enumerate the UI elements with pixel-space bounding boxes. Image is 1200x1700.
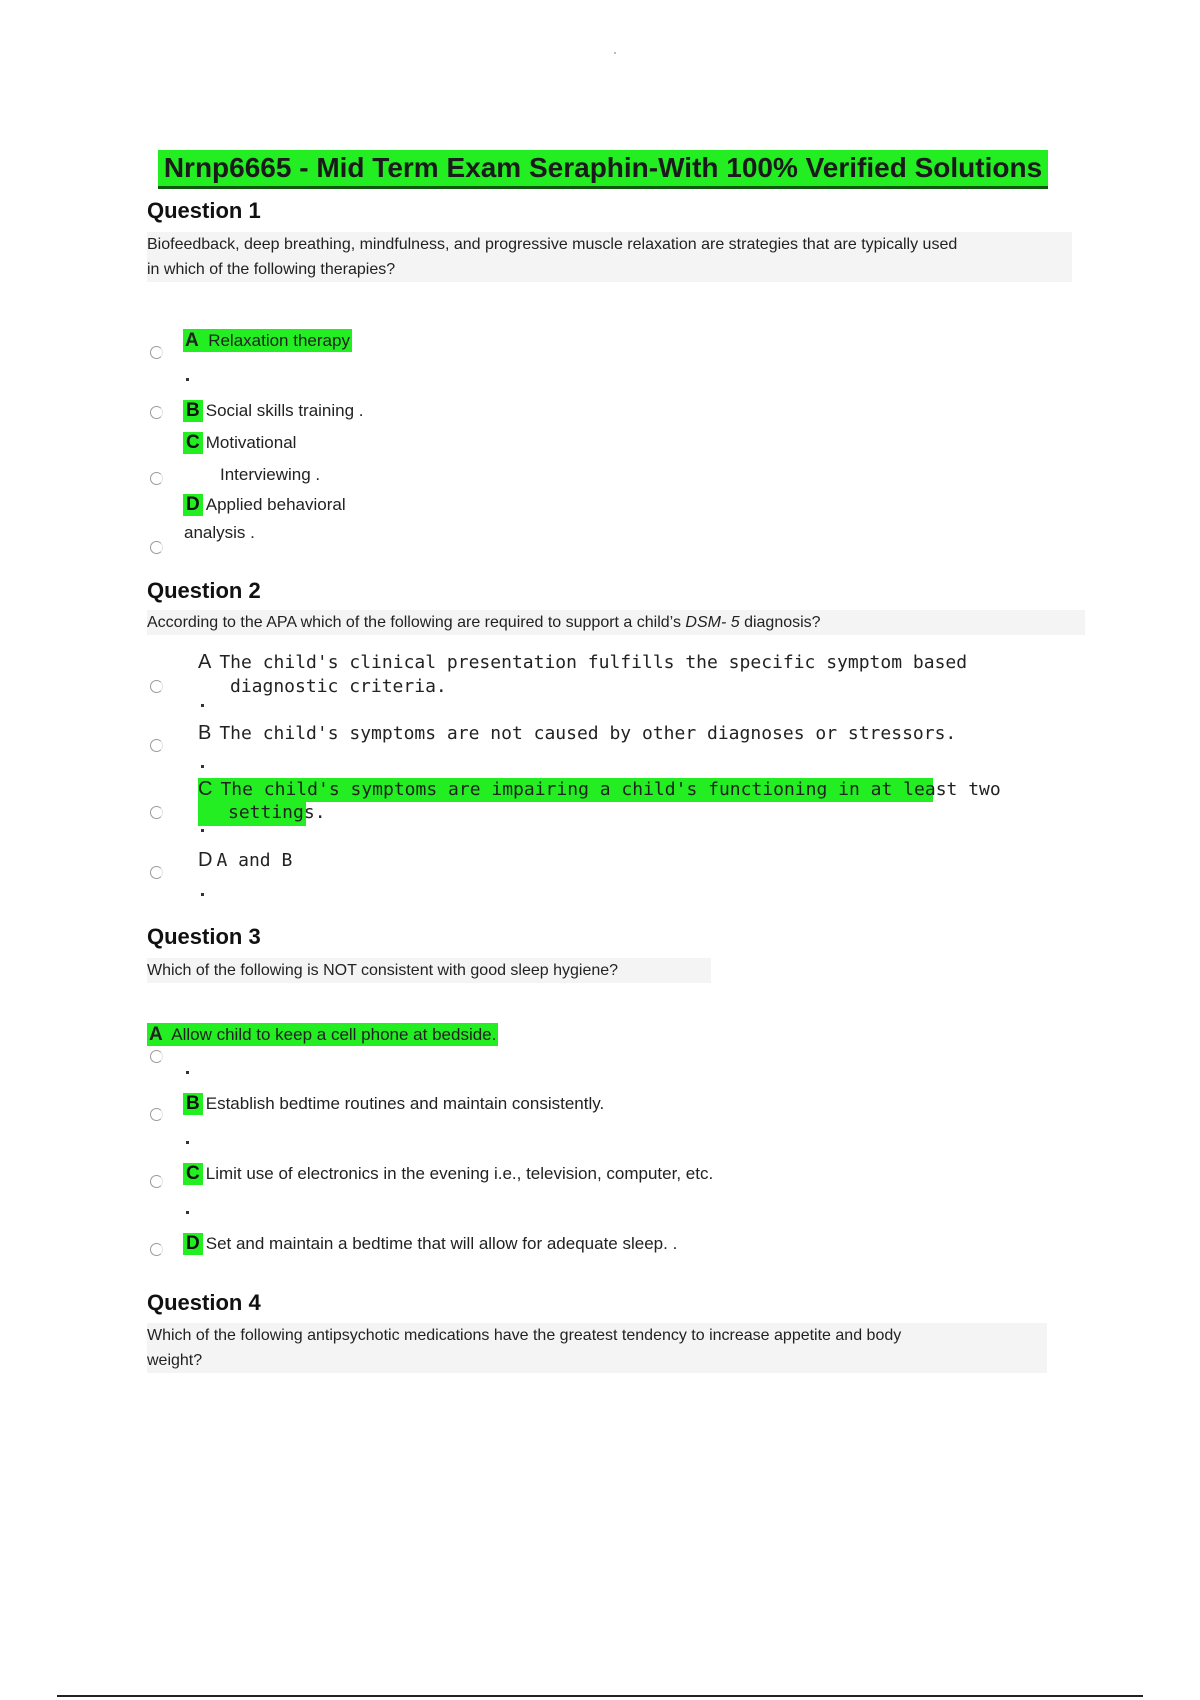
q2-option-c-text-line1: The child's symptoms are impairing a child's functioning in at least two: [220, 779, 1001, 800]
question-4-stem-line1: Which of the following antipsychotic medications have the greatest tendency to increase appetite and body: [147, 1327, 902, 1344]
q3-option-a-bullet: [186, 1071, 189, 1074]
question-3-stem: Which of the following is NOT consistent with good sleep hygiene?: [147, 958, 711, 983]
q2-option-d-letter: D: [198, 849, 213, 871]
q2-option-b-letter: B: [198, 722, 212, 744]
question-1-stem: [147, 232, 1072, 282]
q3-option-d-radio[interactable]: [150, 1243, 163, 1256]
q1-option-d-text-line1: Applied behavioral: [205, 495, 346, 514]
q1-option-a-text: Relaxation therapy: [208, 331, 350, 350]
q2-option-c-text-line2: settings.: [198, 802, 306, 826]
question-4-stem-line2: weight?: [147, 1352, 203, 1369]
q3-option-d-text: Set and maintain a bedtime that will allow for adequate sleep. .: [205, 1234, 678, 1253]
question-2-stem-post: diagnosis?: [739, 614, 821, 631]
q2-option-a-letter: A: [198, 651, 212, 673]
q3-option-a-radio[interactable]: [150, 1050, 163, 1063]
q2-option-d-radio[interactable]: [150, 866, 163, 879]
q1-option-d-radio[interactable]: [150, 541, 163, 554]
q3-option-c-letter: C: [183, 1163, 203, 1185]
q3-option-b-radio[interactable]: [150, 1108, 163, 1121]
q1-option-b-letter: B: [183, 400, 203, 422]
q2-option-d[interactable]: [198, 849, 292, 872]
q3-option-b-letter: B: [183, 1093, 203, 1115]
q1-option-a-letter: A: [185, 330, 199, 351]
question-2-stem-pre: According to the APA which of the following are required to support a child’s: [147, 614, 686, 631]
document-title: Nrnp6665 - Mid Term Exam Seraphin-With 100% Verified Solutions: [158, 150, 1048, 189]
q3-option-b-text: Establish bedtime routines and maintain consistently.: [205, 1094, 605, 1113]
q2-option-a-radio[interactable]: [150, 680, 163, 693]
q3-option-a-text: Allow child to keep a cell phone at bedside.: [171, 1025, 497, 1044]
q2-option-c-bullet: [201, 829, 204, 832]
q1-option-d[interactable]: [183, 494, 346, 516]
q3-option-c-radio[interactable]: [150, 1175, 163, 1188]
q2-option-b[interactable]: [198, 722, 956, 745]
page-marker: [614, 52, 616, 54]
q1-option-c-text-line2: Interviewing .: [220, 465, 321, 484]
q2-option-c-letter: C: [198, 778, 213, 800]
question-1-stem-line2: in which of the following therapies?: [147, 261, 396, 278]
q2-option-d-text: A and B: [216, 850, 293, 871]
q2-option-b-bullet: [201, 765, 204, 768]
q2-option-b-text: The child's symptoms are not caused by other diagnoses or stressors.: [219, 723, 957, 744]
question-2-heading: Question 2: [147, 578, 261, 603]
question-3-heading: Question 3: [147, 924, 261, 949]
q3-option-b-bullet: [186, 1141, 189, 1144]
question-2-stem-em: DSM- 5: [685, 614, 740, 631]
q1-option-c-text-line1: Motivational: [205, 433, 297, 452]
q1-option-b-radio[interactable]: [150, 406, 163, 419]
q1-option-a-radio[interactable]: [150, 346, 163, 359]
q1-option-b[interactable]: [183, 400, 364, 422]
q2-option-a-bullet: [201, 704, 204, 707]
q3-option-a-letter: A: [149, 1024, 163, 1045]
q1-option-a[interactable]: [183, 330, 352, 352]
q3-option-d[interactable]: [183, 1233, 677, 1255]
question-1-stem-line1: Biofeedback, deep breathing, mindfulness, and progressive muscle relaxation are strategies that are typically used: [147, 236, 958, 253]
q2-option-c[interactable]: [198, 778, 1001, 802]
q2-option-a-text-line1: The child's clinical presentation fulfills the specific symptom based: [219, 652, 968, 673]
q2-option-c-radio[interactable]: [150, 806, 163, 819]
q3-option-c-bullet: [186, 1211, 189, 1214]
question-2-stem: [147, 610, 1085, 635]
q1-option-d-text-line2: analysis .: [184, 523, 255, 542]
question-4-heading: Question 4: [147, 1290, 261, 1315]
q1-option-c[interactable]: [183, 432, 296, 454]
q2-option-a[interactable]: [198, 651, 967, 674]
q3-option-d-letter: D: [183, 1233, 203, 1255]
q1-option-b-text: Social skills training .: [205, 401, 364, 420]
q1-option-c-letter: C: [183, 432, 203, 454]
q3-option-c[interactable]: [183, 1163, 713, 1185]
q3-option-a[interactable]: [147, 1024, 498, 1046]
q2-option-a-text-line2: diagnostic criteria.: [230, 676, 447, 697]
q1-option-a-bullet: [186, 378, 189, 381]
question-1-heading: Question 1: [147, 198, 261, 223]
q2-option-b-radio[interactable]: [150, 739, 163, 752]
question-4-stem: [147, 1323, 1047, 1373]
q3-option-c-text: Limit use of electronics in the evening i.e., television, computer, etc.: [205, 1164, 714, 1183]
q1-option-c-radio[interactable]: [150, 472, 163, 485]
q2-option-d-bullet: [201, 893, 204, 896]
q3-option-b[interactable]: [183, 1093, 604, 1115]
page-bottom-rule: [57, 1695, 1143, 1697]
q1-option-d-letter: D: [183, 494, 203, 516]
